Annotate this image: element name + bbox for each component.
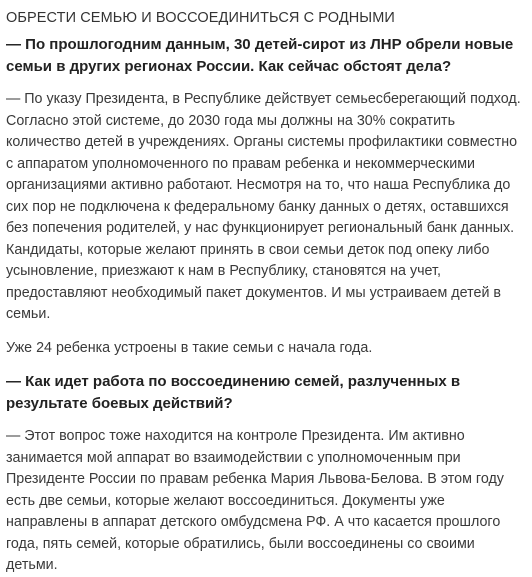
interview-answer-2: — Этот вопрос тоже находится на контроле Президента. Им активно занимается мой аппарат во взаимодействии с уполномоченным при Президенте России по правам ребенка Мария Львова-Белова. В этом году есть две семьи, которые желают воссоединиться. Документы уже направлены в аппарат детского омбудсмена РФ. А что касается прошлого года, пять семей, которые обратились, были воссоединены со своими детьми.: [6, 428, 504, 573]
section-title: ОБРЕСТИ СЕМЬЮ И ВОССОЕДИНИТЬСЯ С РОДНЫМИ: [6, 10, 395, 26]
interview-question-2: — Как идет работа по воссоединению семей, разлученных в результате боевых действий?: [6, 373, 461, 412]
interview-question-1: — По прошлогодним данным, 30 детей-сирот из ЛНР обрели новые семьи в других регионах России. Как сейчас обстоят дела?: [6, 36, 514, 75]
interview-answer-1: — По указу Президента, в Республике действует семьесберегающий подход. Согласно этой системе, до 2030 года мы должны на 30% сократить количество детей в учреждениях. Органы системы профилактики совместно с аппаратом уполномоченного по правам ребенка и некоммерческими организациями активно работают. Несмотря на то, что наша Республика до сих пор не подключена к федеральному банку данных о детях, оставшихся без попечения родителей, у нас функционирует региональный банк данных. Кандидаты, которые желают принять в свои семьи деток под опеку либо усыновление, приезжают к нам в Республику, становятся на учет, предоставляют необходимый пакет документов. И мы устраиваем детей в семьи.: [6, 91, 521, 322]
article-paragraph: Уже 24 ребенка устроены в такие семьи с начала года.: [6, 339, 373, 356]
